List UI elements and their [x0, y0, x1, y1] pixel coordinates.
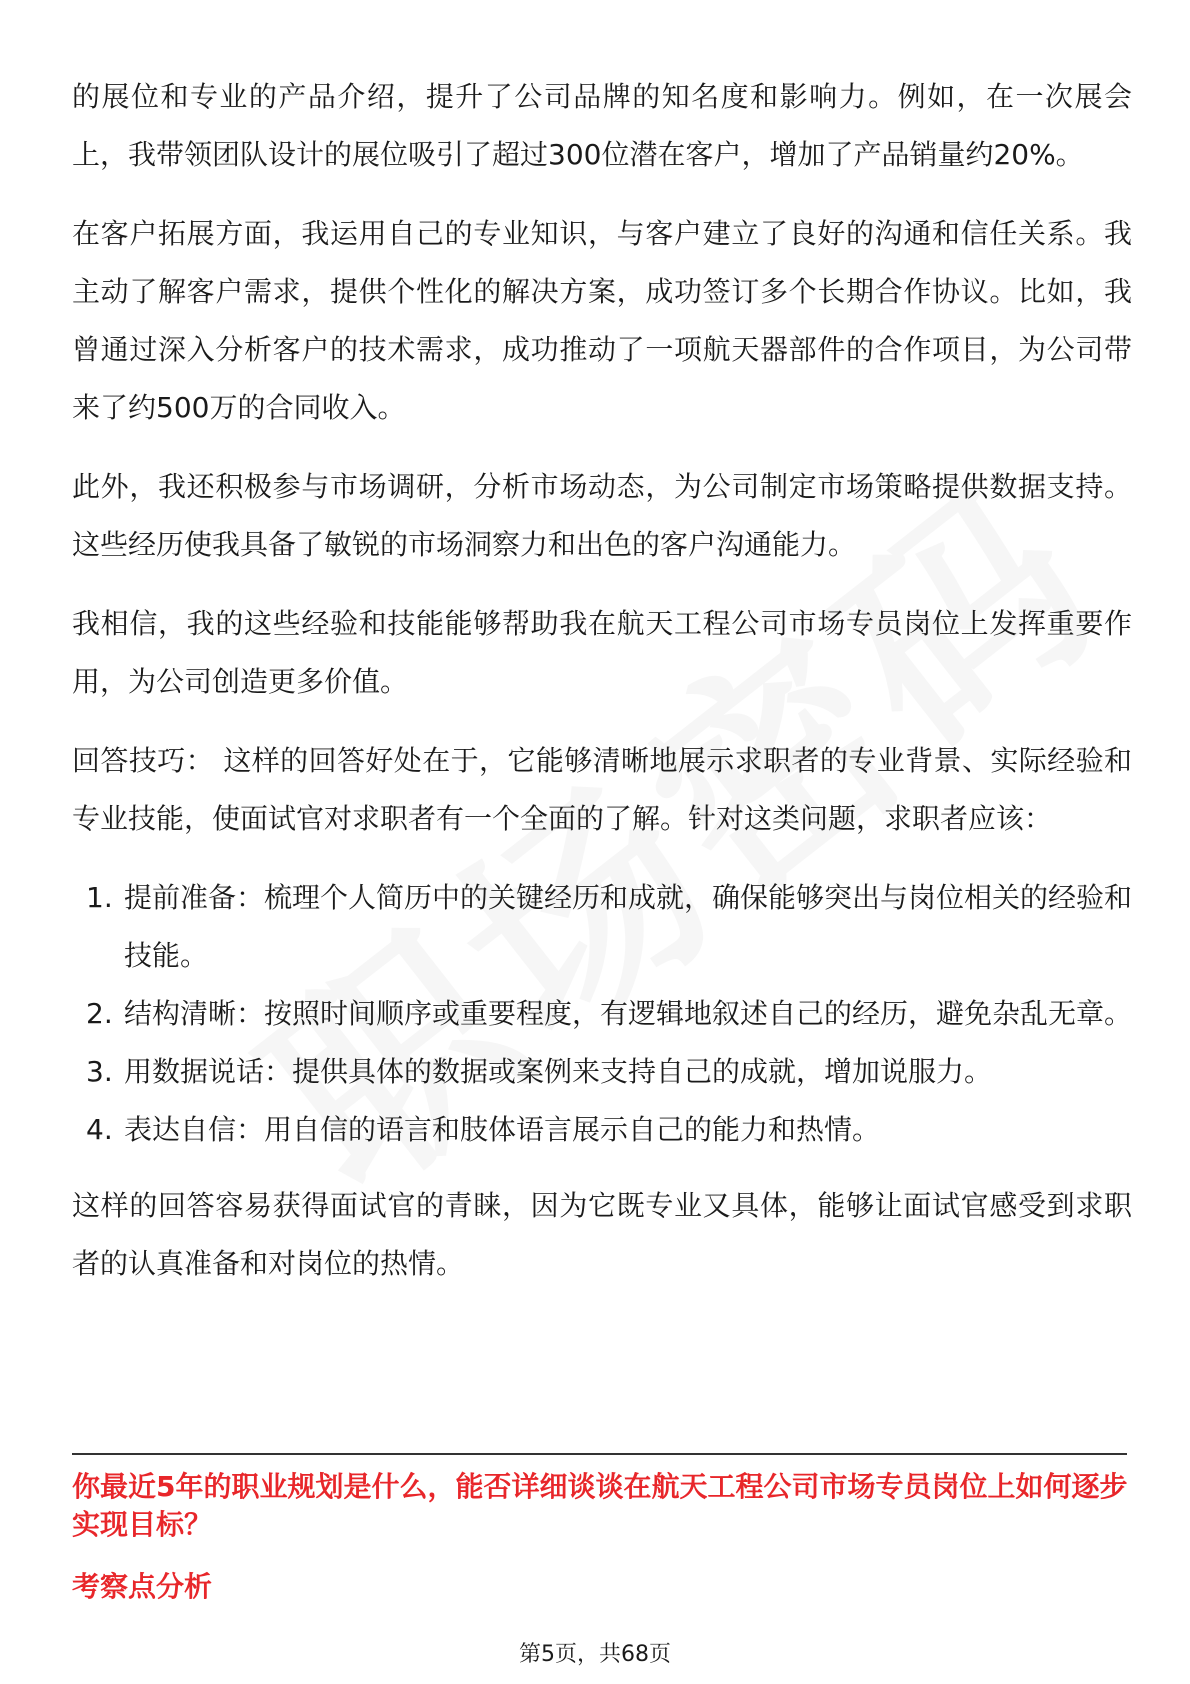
- list-item-number: 1.: [86, 881, 113, 914]
- page-content: [72, 68, 1132, 1314]
- list-item-number: 3.: [86, 1055, 113, 1088]
- tips-list: [72, 869, 1132, 1159]
- paragraph-client-expansion: 在客户拓展方面，我运用自己的专业知识，与客户建立了良好的沟通和信任关系。我主动了解客户需求，提供个性化的解决方案，成功签订多个长期合作协议。比如，我曾通过深入分析客户的技术需求，成功推动了一项航天器部件的合作项目，为公司带来了约500万的合同收入。: [72, 217, 1132, 424]
- list-item: [72, 1043, 1132, 1101]
- next-question-heading: 你最近5年的职业规划是什么，能否详细谈谈在航天工程公司市场专员岗位上如何逐步实现目标？: [72, 1470, 1128, 1541]
- paragraph-answer-tips: 回答技巧： 这样的回答好处在于，它能够清晰地展示求职者的专业背景、实际经验和专业技能，使面试官对求职者有一个全面的了解。针对这类问题，求职者应该：: [72, 744, 1132, 835]
- list-item-text: 提前准备：梳理个人简历中的关键经历和成就，确保能够突出与岗位相关的经验和技能。: [124, 881, 1133, 972]
- paragraph-conclusion: 我相信，我的这些经验和技能能够帮助我在航天工程公司市场专员岗位上发挥重要作用，为公司创造更多价值。: [72, 607, 1132, 698]
- section-heading: 考察点分析: [72, 1570, 213, 1603]
- list-item-text: 用数据说话：提供具体的数据或案例来支持自己的成就，增加说服力。: [124, 1055, 993, 1088]
- paragraph-exhibition: 的展位和专业的产品介绍，提升了公司品牌的知名度和影响力。例如，在一次展会上，我带领团队设计的展位吸引了超过300位潜在客户，增加了产品销量约20%。: [72, 80, 1132, 171]
- list-item: [72, 869, 1132, 985]
- list-item: [72, 1101, 1132, 1159]
- paragraph-closing: 这样的回答容易获得面试官的青睐，因为它既专业又具体，能够让面试官感受到求职者的认真准备和对岗位的热情。: [72, 1189, 1132, 1280]
- list-item: [72, 985, 1132, 1043]
- list-item-text: 结构清晰：按照时间顺序或重要程度，有逻辑地叙述自己的经历，避免杂乱无章。: [124, 997, 1133, 1030]
- page-footer: 第5页，共68页: [519, 1642, 671, 1667]
- list-item-number: 2.: [86, 997, 113, 1030]
- paragraph-market-research: 此外，我还积极参与市场调研，分析市场动态，为公司制定市场策略提供数据支持。这些经历使我具备了敏锐的市场洞察力和出色的客户沟通能力。: [72, 470, 1132, 561]
- section-divider: [72, 1453, 1127, 1455]
- list-item-text: 表达自信：用自信的语言和肢体语言展示自己的能力和热情。: [124, 1113, 881, 1146]
- list-item-number: 4.: [86, 1113, 113, 1146]
